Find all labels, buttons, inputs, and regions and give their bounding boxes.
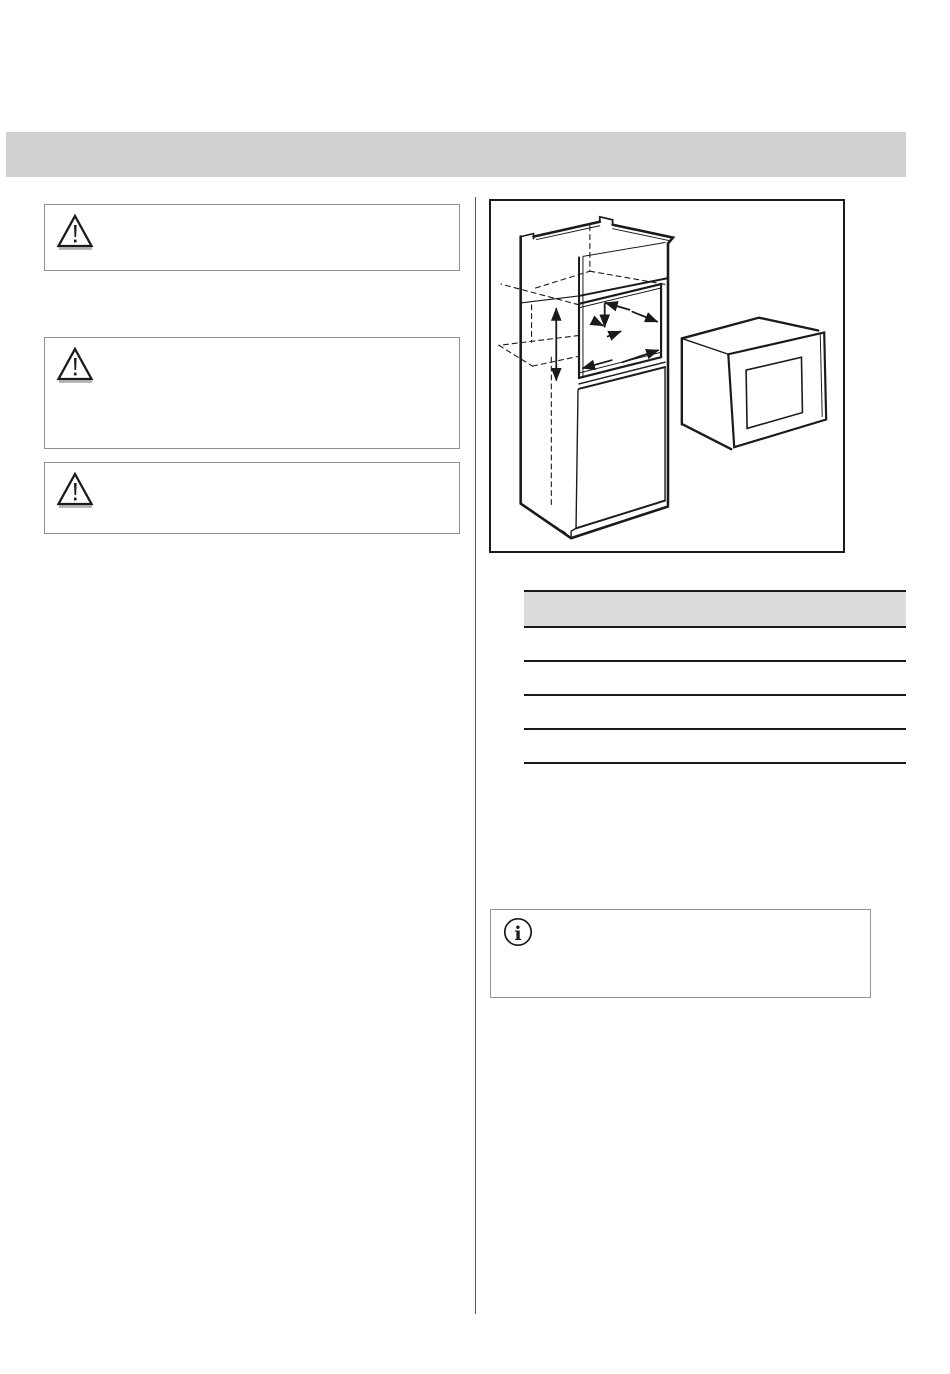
- svg-text:i: i: [514, 923, 522, 945]
- table-row: [524, 730, 906, 764]
- warning-triangle-icon: [55, 213, 95, 251]
- table-row: [524, 628, 906, 662]
- spec-table: [524, 590, 906, 764]
- microwave-unit: [682, 318, 826, 449]
- spec-table-body: [524, 628, 906, 764]
- table-row: [524, 662, 906, 696]
- info-icon: [503, 917, 533, 947]
- warning-triangle-icon: [55, 471, 95, 509]
- table-row: [524, 696, 906, 730]
- page-header-band: [6, 132, 906, 177]
- warning-triangle-icon: [55, 346, 95, 384]
- warning-box-1: [44, 204, 460, 271]
- spec-table-header: [524, 590, 906, 628]
- column-divider: [475, 197, 476, 1314]
- warning-box-2: [44, 337, 460, 449]
- warning-box-3: [44, 462, 460, 534]
- installation-diagram-frame: [489, 199, 845, 553]
- info-note-box: [490, 909, 871, 998]
- cabinet-niche-and-microwave-illustration: [491, 201, 843, 551]
